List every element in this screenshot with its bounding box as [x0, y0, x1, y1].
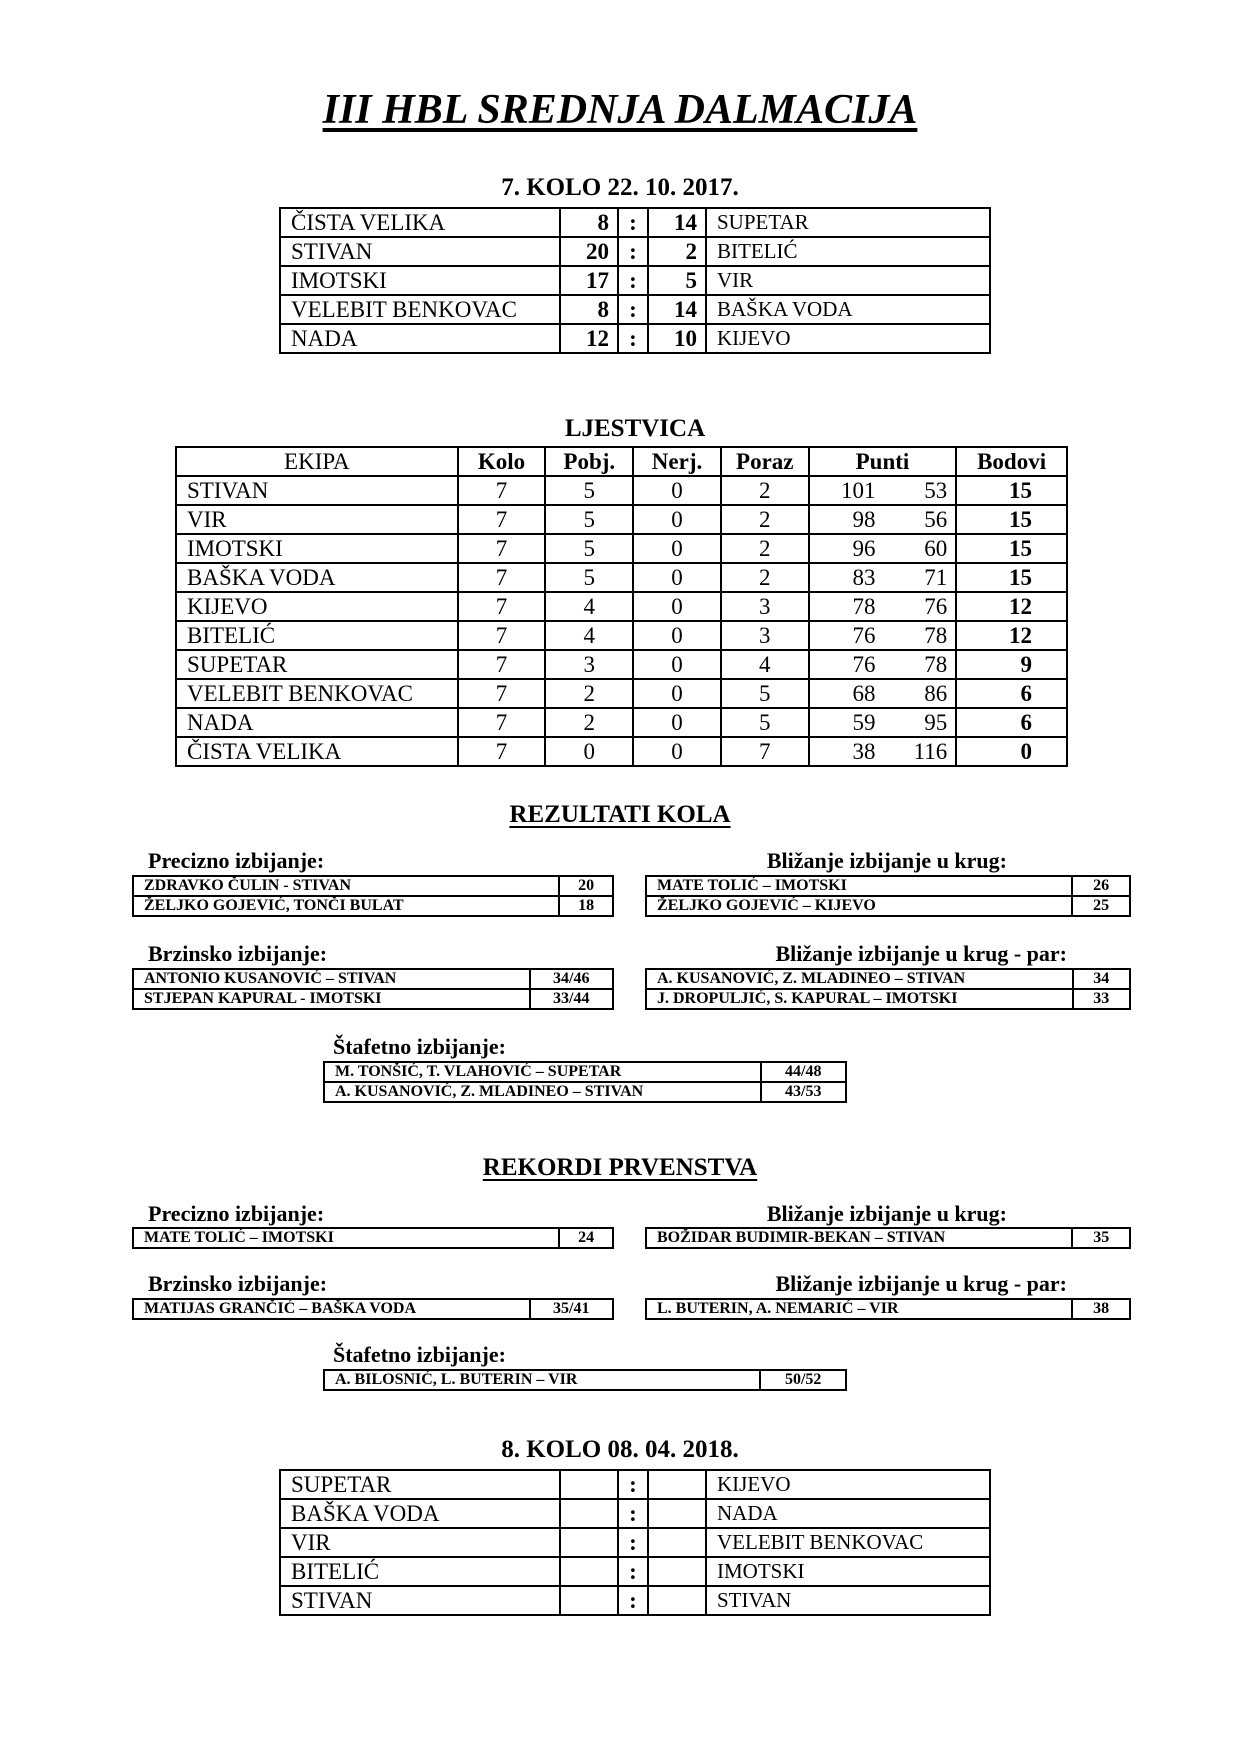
- records-blizanje-par-row: [646, 1299, 1130, 1319]
- match-row: [280, 1528, 990, 1557]
- home-team: BITELIĆ: [280, 1557, 560, 1586]
- away-score: [648, 1499, 706, 1528]
- draws: 0: [633, 708, 721, 737]
- results-blizanje-par-row: [646, 989, 1130, 1009]
- rounds-played: 7: [458, 505, 546, 534]
- total-points: 6: [956, 708, 1067, 737]
- points-against: 76: [883, 592, 956, 621]
- total-points: 6: [956, 679, 1067, 708]
- home-score: [560, 1528, 618, 1557]
- records-brzinsko-label: Brzinsko izbijanje:: [148, 1271, 328, 1296]
- wins: 5: [545, 534, 633, 563]
- standings-row: [176, 650, 1067, 679]
- results-precizno-table: [132, 875, 614, 917]
- score-separator: :: [618, 266, 648, 295]
- col-header-nerj: Nerj.: [633, 447, 721, 476]
- home-team: SUPETAR: [280, 1470, 560, 1499]
- col-header-bodovi: Bodovi: [956, 447, 1067, 476]
- records-blizanje-par-table: [645, 1298, 1131, 1320]
- wins: 0: [545, 737, 633, 766]
- team-name: STIVAN: [176, 476, 458, 505]
- score-separator: :: [618, 208, 648, 237]
- away-team: BAŠKA VODA: [706, 295, 990, 324]
- away-score: 14: [648, 295, 706, 324]
- competitor-score: 43/53: [761, 1082, 846, 1102]
- match-row: [280, 266, 990, 295]
- standings-row: [176, 708, 1067, 737]
- competitor-name: M. TONŠIĆ, T. VLAHOVIĆ – SUPETAR: [324, 1062, 761, 1082]
- col-header-punti: Punti: [809, 447, 957, 476]
- standings-heading: LJESTVICA: [564, 415, 706, 442]
- away-score: 2: [648, 237, 706, 266]
- col-header-kolo: Kolo: [458, 447, 546, 476]
- standings-row: [176, 592, 1067, 621]
- standings-row: [176, 737, 1067, 766]
- away-team: SUPETAR: [706, 208, 990, 237]
- rounds-played: 7: [458, 679, 546, 708]
- records-blizanje-table: [645, 1227, 1131, 1249]
- competitor-name: ANTONIO KUSANOVIĆ – STIVAN: [133, 969, 530, 989]
- losses: 2: [721, 476, 809, 505]
- draws: 0: [633, 476, 721, 505]
- standings-row: [176, 505, 1067, 534]
- team-name: BAŠKA VODA: [176, 563, 458, 592]
- home-team: BAŠKA VODA: [280, 1499, 560, 1528]
- home-score: [560, 1586, 618, 1615]
- draws: 0: [633, 505, 721, 534]
- total-points: 12: [956, 592, 1067, 621]
- home-score: 12: [560, 324, 618, 353]
- total-points: 9: [956, 650, 1067, 679]
- points-for: 76: [809, 650, 884, 679]
- wins: 5: [545, 476, 633, 505]
- competitor-score: 35/41: [530, 1299, 613, 1319]
- wins: 5: [545, 563, 633, 592]
- col-header-poraz: Poraz: [721, 447, 809, 476]
- rounds-played: 7: [458, 534, 546, 563]
- home-score: 8: [560, 295, 618, 324]
- wins: 5: [545, 505, 633, 534]
- total-points: 15: [956, 534, 1067, 563]
- away-team: VELEBIT BENKOVAC: [706, 1528, 990, 1557]
- score-separator: :: [618, 1499, 648, 1528]
- records-brzinsko-row: [133, 1299, 613, 1319]
- points-for: 59: [809, 708, 884, 737]
- records-brzinsko-table: [132, 1298, 614, 1320]
- score-separator: :: [618, 237, 648, 266]
- home-team: NADA: [280, 324, 560, 353]
- points-for: 68: [809, 679, 884, 708]
- match-row: [280, 1557, 990, 1586]
- points-for: 101: [809, 476, 884, 505]
- records-stafetno-label: Štafetno izbijanje:: [333, 1342, 506, 1367]
- competitor-score: 34/46: [530, 969, 614, 989]
- records-blizanje-label: Bližanje izbijanje u krug:: [766, 1201, 1007, 1226]
- score-separator: :: [618, 1528, 648, 1557]
- match-row: [280, 295, 990, 324]
- score-separator: :: [618, 1586, 648, 1615]
- points-for: 83: [809, 563, 884, 592]
- competitor-score: 38: [1072, 1299, 1130, 1319]
- home-team: IMOTSKI: [280, 266, 560, 295]
- records-stafetno-table: [323, 1369, 847, 1391]
- home-team: ČISTA VELIKA: [280, 208, 560, 237]
- losses: 5: [721, 708, 809, 737]
- results-blizanje-table: [645, 875, 1131, 917]
- team-name: NADA: [176, 708, 458, 737]
- team-name: ČISTA VELIKA: [176, 737, 458, 766]
- away-team: IMOTSKI: [706, 1557, 990, 1586]
- points-for: 78: [809, 592, 884, 621]
- competitor-score: 35: [1072, 1228, 1130, 1248]
- competitor-score: 18: [559, 896, 613, 916]
- draws: 0: [633, 563, 721, 592]
- points-against: 53: [883, 476, 956, 505]
- competitor-name: A. KUSANOVIĆ, Z. MLADINEO – STIVAN: [324, 1082, 761, 1102]
- competitor-name: L. BUTERIN, A. NEMARIĆ – VIR: [646, 1299, 1072, 1319]
- match-row: [280, 1470, 990, 1499]
- draws: 0: [633, 650, 721, 679]
- draws: 0: [633, 621, 721, 650]
- losses: 2: [721, 505, 809, 534]
- competitor-score: 44/48: [761, 1062, 846, 1082]
- round7-heading: 7. KOLO 22. 10. 2017.: [501, 174, 739, 201]
- competitor-score: 33/44: [530, 989, 614, 1009]
- draws: 0: [633, 679, 721, 708]
- standings-row: [176, 534, 1067, 563]
- wins: 3: [545, 650, 633, 679]
- wins: 2: [545, 708, 633, 737]
- home-score: [560, 1499, 618, 1528]
- away-score: 14: [648, 208, 706, 237]
- losses: 7: [721, 737, 809, 766]
- score-separator: :: [618, 295, 648, 324]
- total-points: 15: [956, 563, 1067, 592]
- rounds-played: 7: [458, 621, 546, 650]
- total-points: 15: [956, 505, 1067, 534]
- competitor-name: ŽELJKO GOJEVIĆ, TONČI BULAT: [133, 896, 559, 916]
- results-precizno-row: [133, 876, 613, 896]
- records-blizanje-row: [646, 1228, 1130, 1248]
- away-score: [648, 1470, 706, 1499]
- team-name: VIR: [176, 505, 458, 534]
- records-blizanje-par-label: Bližanje izbijanje u krug - par:: [775, 1271, 1067, 1296]
- records-precizno-label: Precizno izbijanje:: [148, 1201, 325, 1226]
- standings-row: [176, 621, 1067, 650]
- rounds-played: 7: [458, 708, 546, 737]
- home-score: [560, 1470, 618, 1499]
- standings-row: [176, 476, 1067, 505]
- results-stafetno-table: [323, 1061, 847, 1103]
- competitor-name: STJEPAN KAPURAL - IMOTSKI: [133, 989, 530, 1009]
- draws: 0: [633, 534, 721, 563]
- away-score: [648, 1557, 706, 1586]
- competitor-name: A. BILOSNIĆ, L. BUTERIN – VIR: [324, 1370, 760, 1390]
- score-separator: :: [618, 324, 648, 353]
- team-name: BITELIĆ: [176, 621, 458, 650]
- competitor-score: 50/52: [760, 1370, 846, 1390]
- losses: 2: [721, 563, 809, 592]
- away-team: STIVAN: [706, 1586, 990, 1615]
- points-against: 78: [883, 621, 956, 650]
- wins: 2: [545, 679, 633, 708]
- match-row: [280, 237, 990, 266]
- results-brzinsko-label: Brzinsko izbijanje:: [148, 941, 328, 966]
- match-row: [280, 324, 990, 353]
- away-team: KIJEVO: [706, 324, 990, 353]
- draws: 0: [633, 592, 721, 621]
- points-against: 56: [883, 505, 956, 534]
- points-for: 38: [809, 737, 884, 766]
- competitor-name: MATIJAS GRANČIĆ – BAŠKA VODA: [133, 1299, 530, 1319]
- competitor-score: 26: [1072, 876, 1130, 896]
- records-precizno-table: [132, 1227, 614, 1249]
- team-name: SUPETAR: [176, 650, 458, 679]
- total-points: 0: [956, 737, 1067, 766]
- points-for: 96: [809, 534, 884, 563]
- results-precizno-row: [133, 896, 613, 916]
- competitor-score: 24: [559, 1228, 613, 1248]
- page-title: III HBL SREDNJA DALMACIJA: [322, 87, 918, 133]
- round8-heading: 8. KOLO 08. 04. 2018.: [501, 1436, 739, 1463]
- away-score: [648, 1528, 706, 1557]
- results-blizanje-label: Bližanje izbijanje u krug:: [766, 848, 1007, 873]
- competitor-name: A. KUSANOVIĆ, Z. MLADINEO – STIVAN: [646, 969, 1073, 989]
- home-team: STIVAN: [280, 1586, 560, 1615]
- results-precizno-label: Precizno izbijanje:: [148, 848, 325, 873]
- losses: 3: [721, 621, 809, 650]
- away-team: BITELIĆ: [706, 237, 990, 266]
- away-score: 10: [648, 324, 706, 353]
- team-name: IMOTSKI: [176, 534, 458, 563]
- results-stafetno-row: [324, 1062, 846, 1082]
- competitor-name: ŽELJKO GOJEVIĆ – KIJEVO: [646, 896, 1072, 916]
- match-row: [280, 1499, 990, 1528]
- records-heading: REKORDI PRVENSTVA: [482, 1154, 758, 1181]
- score-separator: :: [618, 1470, 648, 1499]
- away-score: 5: [648, 266, 706, 295]
- losses: 3: [721, 592, 809, 621]
- total-points: 15: [956, 476, 1067, 505]
- col-header-pobj: Pobj.: [545, 447, 633, 476]
- points-against: 71: [883, 563, 956, 592]
- wins: 4: [545, 592, 633, 621]
- records-precizno-row: [133, 1228, 613, 1248]
- competitor-score: 20: [559, 876, 613, 896]
- team-name: KIJEVO: [176, 592, 458, 621]
- results-stafetno-row: [324, 1082, 846, 1102]
- losses: 2: [721, 534, 809, 563]
- results-blizanje-row: [646, 896, 1130, 916]
- away-team: NADA: [706, 1499, 990, 1528]
- records-stafetno-row: [324, 1370, 846, 1390]
- results-blizanje-par-table: [645, 968, 1131, 1010]
- total-points: 12: [956, 621, 1067, 650]
- competitor-name: MATE TOLIĆ – IMOTSKI: [646, 876, 1072, 896]
- results-brzinsko-row: [133, 989, 613, 1009]
- home-score: 17: [560, 266, 618, 295]
- results-blizanje-row: [646, 876, 1130, 896]
- points-for: 76: [809, 621, 884, 650]
- standings-row: [176, 679, 1067, 708]
- round7-table: [279, 207, 991, 354]
- results-heading: REZULTATI KOLA: [509, 801, 731, 828]
- competitor-name: J. DROPULJIĆ, S. KAPURAL – IMOTSKI: [646, 989, 1073, 1009]
- col-header-team: EKIPA: [176, 447, 458, 476]
- points-against: 116: [883, 737, 956, 766]
- rounds-played: 7: [458, 592, 546, 621]
- round8-table: [279, 1469, 991, 1616]
- rounds-played: 7: [458, 563, 546, 592]
- points-against: 60: [883, 534, 956, 563]
- competitor-score: 34: [1073, 969, 1130, 989]
- points-for: 98: [809, 505, 884, 534]
- home-score: 20: [560, 237, 618, 266]
- away-team: KIJEVO: [706, 1470, 990, 1499]
- team-name: VELEBIT BENKOVAC: [176, 679, 458, 708]
- results-stafetno-label: Štafetno izbijanje:: [333, 1034, 506, 1059]
- losses: 5: [721, 679, 809, 708]
- rounds-played: 7: [458, 650, 546, 679]
- losses: 4: [721, 650, 809, 679]
- competitor-name: BOŽIDAR BUDIMIR-BEKAN – STIVAN: [646, 1228, 1072, 1248]
- home-team: VIR: [280, 1528, 560, 1557]
- points-against: 95: [883, 708, 956, 737]
- rounds-played: 7: [458, 476, 546, 505]
- competitor-score: 25: [1072, 896, 1130, 916]
- home-team: VELEBIT BENKOVAC: [280, 295, 560, 324]
- draws: 0: [633, 737, 721, 766]
- home-score: 8: [560, 208, 618, 237]
- match-row: [280, 1586, 990, 1615]
- standings-table: [175, 446, 1068, 767]
- score-separator: :: [618, 1557, 648, 1586]
- competitor-score: 33: [1073, 989, 1130, 1009]
- results-blizanje-par-label: Bližanje izbijanje u krug - par:: [775, 941, 1067, 966]
- competitor-name: MATE TOLIĆ – IMOTSKI: [133, 1228, 559, 1248]
- results-blizanje-par-row: [646, 969, 1130, 989]
- points-against: 78: [883, 650, 956, 679]
- points-against: 86: [883, 679, 956, 708]
- home-team: STIVAN: [280, 237, 560, 266]
- home-score: [560, 1557, 618, 1586]
- competitor-name: ZDRAVKO ČULIN - STIVAN: [133, 876, 559, 896]
- rounds-played: 7: [458, 737, 546, 766]
- match-row: [280, 208, 990, 237]
- results-brzinsko-table: [132, 968, 614, 1010]
- standings-header-row: [176, 447, 1067, 476]
- away-team: VIR: [706, 266, 990, 295]
- standings-row: [176, 563, 1067, 592]
- away-score: [648, 1586, 706, 1615]
- wins: 4: [545, 621, 633, 650]
- results-brzinsko-row: [133, 969, 613, 989]
